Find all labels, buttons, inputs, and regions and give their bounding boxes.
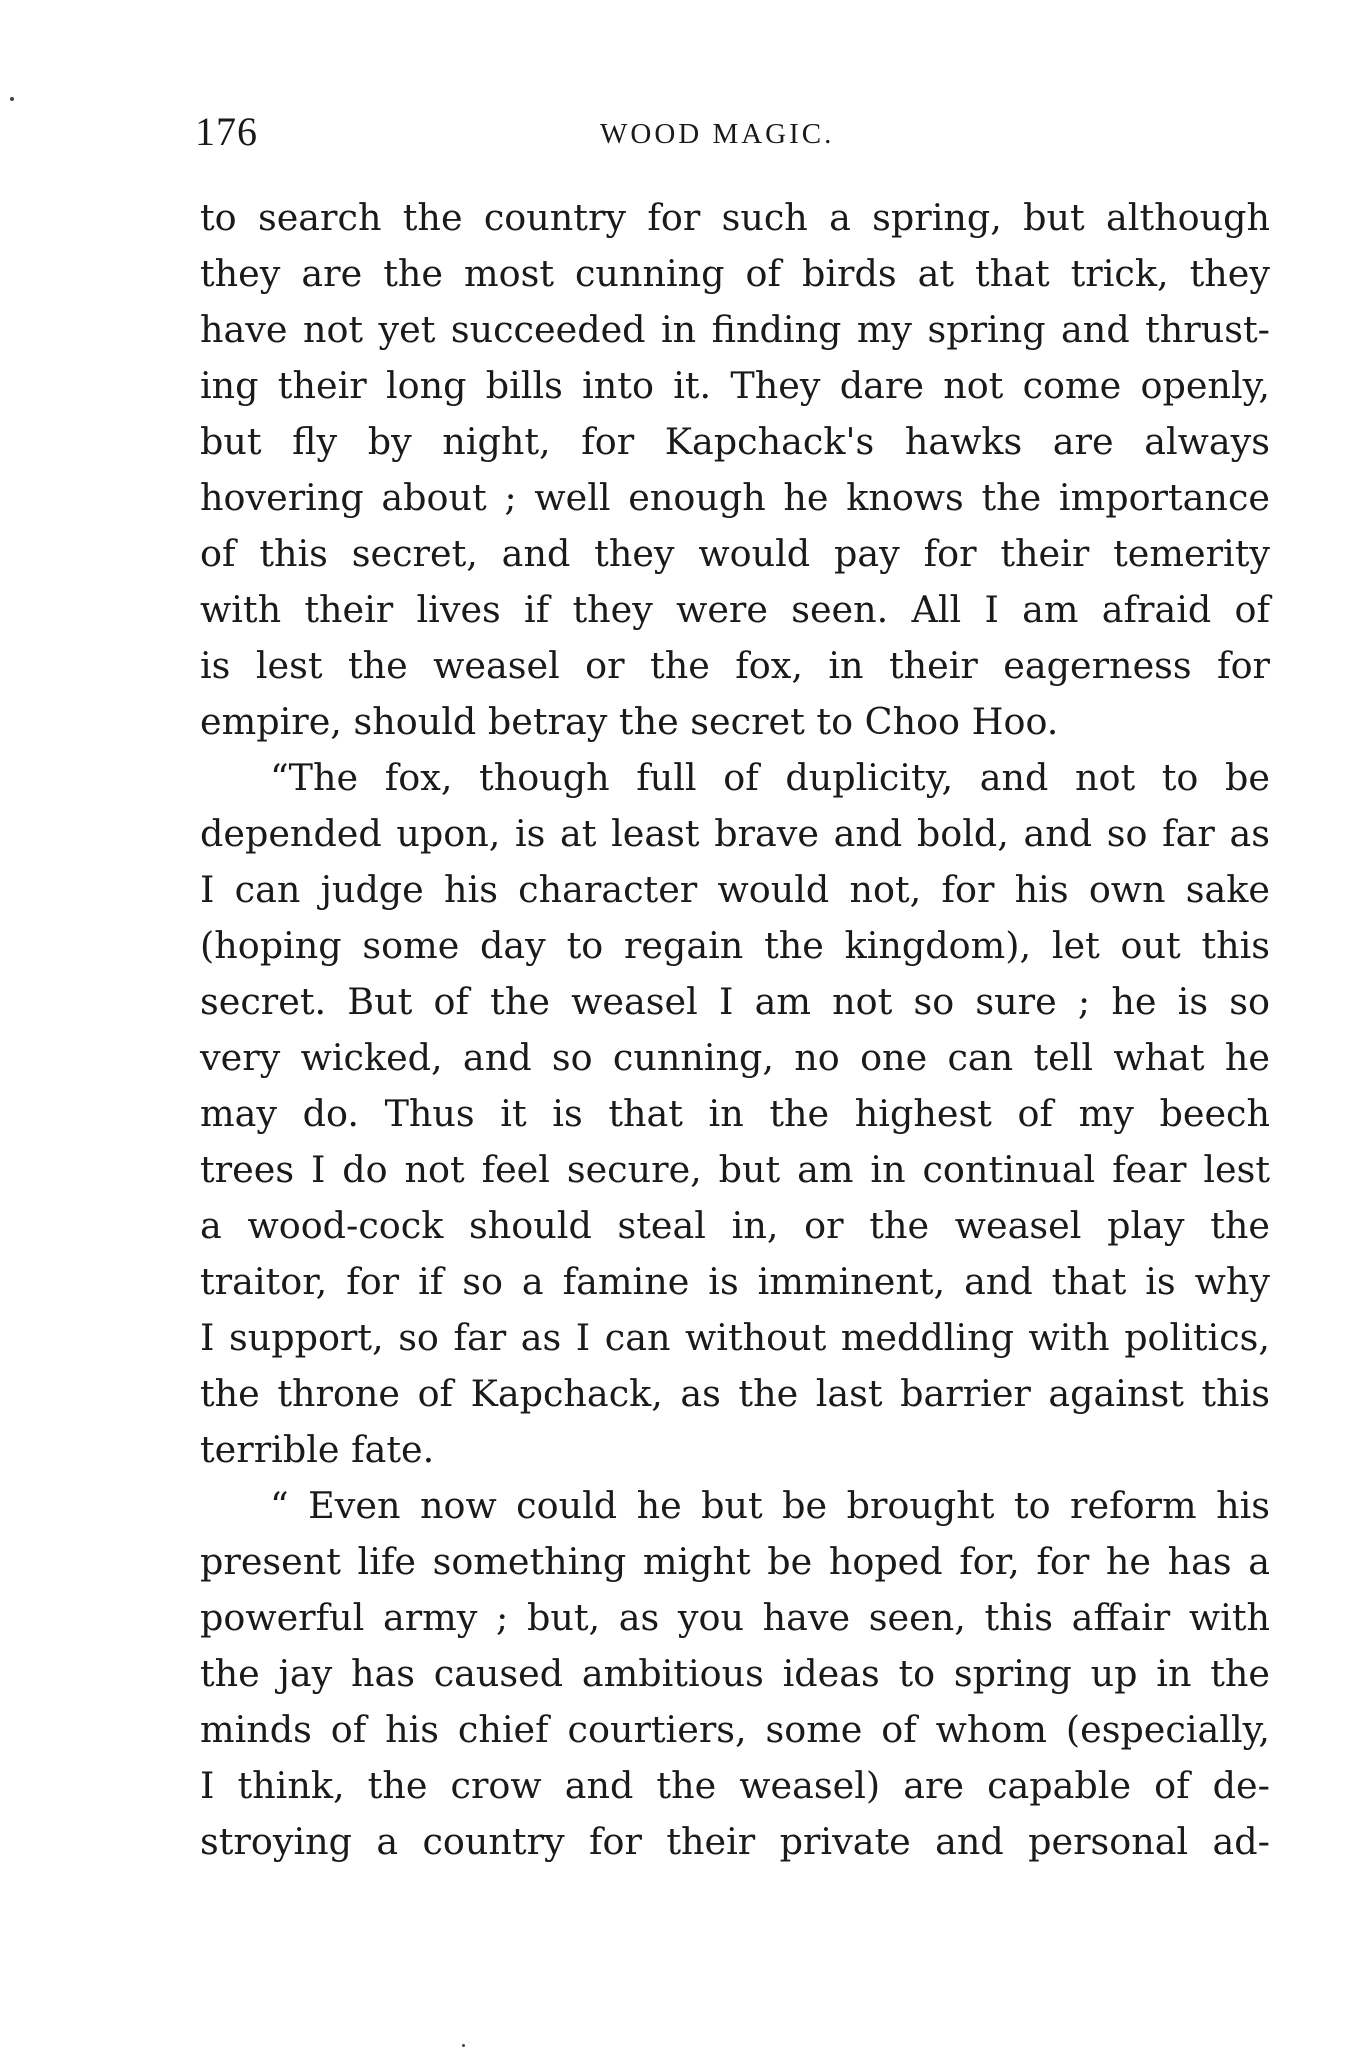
running-title: WOOD MAGIC.: [600, 118, 835, 150]
text-line: trees I do not feel secure, but am in continual fear lest: [200, 1148, 1270, 1191]
text-line: may do. Thus it is that in the highest of my beech: [200, 1092, 1270, 1135]
text-line: powerful army ; but, as you have seen, this affair with: [200, 1596, 1270, 1639]
text-line: the throne of Kapchack, as the last barrier against this: [200, 1372, 1270, 1415]
text-line: stroying a country for their private and personal ad-: [200, 1820, 1270, 1863]
text-line: ing their long bills into it. They dare not come openly,: [200, 364, 1270, 407]
text-line: “ Even now could he but be brought to reform his: [270, 1484, 1270, 1527]
text-line: I can judge his character would not, for his own sake: [200, 868, 1270, 911]
paper-speck: [10, 97, 14, 101]
text-line: “The fox, though full of duplicity, and not to be: [270, 756, 1270, 799]
text-line: terrible fate.: [200, 1428, 435, 1471]
text-line: of this secret, and they would pay for their temerity: [200, 532, 1270, 575]
text-line: depended upon, is at least brave and bold, and so far as: [200, 812, 1270, 855]
text-line: have not yet succeeded in finding my spring and thrust-: [200, 308, 1270, 351]
text-line: I support, so far as I can without meddling with politics,: [200, 1316, 1270, 1359]
text-line: I think, the crow and the weasel) are capable of de-: [200, 1764, 1270, 1807]
text-line: but fly by night, for Kapchack's hawks are always: [200, 420, 1270, 463]
text-line: present life something might be hoped for, for he has a: [200, 1540, 1270, 1583]
text-line: hovering about ; well enough he knows the importance: [200, 476, 1270, 519]
text-line: secret. But of the weasel I am not so sure ; he is so: [200, 980, 1270, 1023]
text-line: traitor, for if so a famine is imminent, and that is why: [200, 1260, 1270, 1303]
text-line: with their lives if they were seen. All I am afraid of: [200, 588, 1270, 631]
page-number: 176: [195, 109, 258, 154]
paper-speck: [462, 2044, 465, 2047]
text-line: minds of his chief courtiers, some of whom (especially,: [200, 1708, 1270, 1751]
body-text: [200, 190, 1270, 1870]
running-head: [195, 108, 1265, 168]
text-line: very wicked, and so cunning, no one can tell what he: [200, 1036, 1270, 1079]
text-line: a wood-cock should steal in, or the weasel play the: [200, 1204, 1270, 1247]
text-line: (hoping some day to regain the kingdom), let out this: [200, 924, 1270, 967]
text-line: is lest the weasel or the fox, in their eagerness for: [200, 644, 1270, 687]
text-line: to search the country for such a spring, but although: [200, 196, 1270, 239]
text-line: the jay has caused ambitious ideas to spring up in the: [200, 1652, 1270, 1695]
text-line: they are the most cunning of birds at that trick, they: [200, 252, 1270, 295]
text-line: empire, should betray the secret to Choo Hoo.: [200, 700, 1059, 743]
